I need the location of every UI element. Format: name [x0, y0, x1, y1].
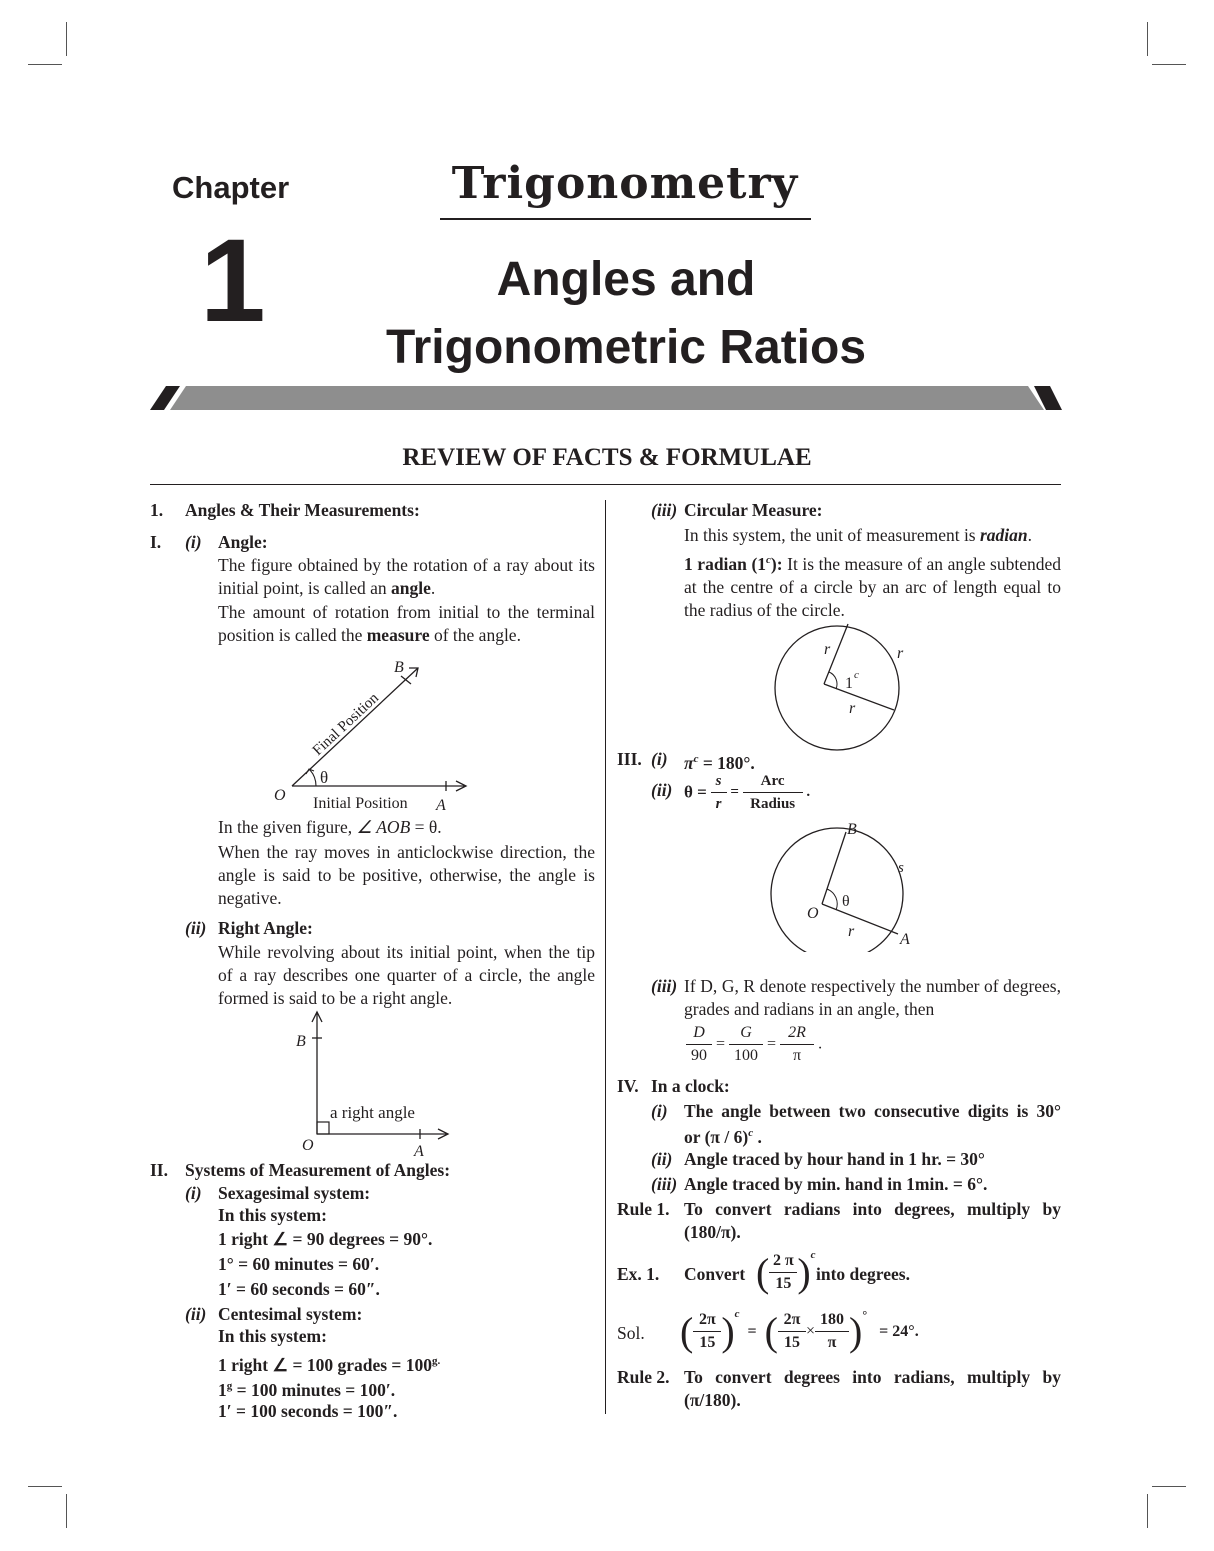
example-text: Convert [684, 1264, 746, 1284]
chapter-title-line2: Trigonometric Ratios [385, 321, 867, 374]
fig3-arc-label: r [897, 645, 904, 662]
fig1-final-position: Final Position [309, 690, 383, 759]
example-fraction: ( $\frac{2 \pi}{15}$ )$^c$ [756, 1249, 816, 1295]
chapter-title [300, 246, 952, 382]
clock-digits-text-2: or (π / 6)$^c$ . [684, 1126, 762, 1147]
direction-text: When the ray moves in anticlockwise direction, the angle is said to be positive, otherwise, the angle is negative. [218, 842, 595, 908]
crop-mark [28, 64, 62, 65]
fig4-label-a: A [900, 931, 910, 948]
angle-figure [268, 652, 483, 818]
subject-underline [440, 218, 811, 220]
item-title: Angle: [218, 532, 268, 552]
clock-digits-text: The angle between two consecutive digits is 30° [684, 1101, 1061, 1121]
column-divider [605, 500, 606, 1414]
item-number: (i) [185, 532, 202, 552]
chapter-title-line1: Angles and [496, 253, 756, 306]
fig1-label-b: B [394, 659, 404, 676]
item-number: (ii) [651, 780, 673, 800]
item-number: (iii) [651, 1174, 678, 1194]
fig2-label-o: O [302, 1137, 314, 1154]
right-angle-definition: While revolving about its initial point, when the tip of a ray describes one quarter of a circle, the angle formed is said to be a right angle. [218, 942, 595, 1008]
item-number: (i) [185, 1183, 202, 1203]
rule-text-2: (π/180). [684, 1390, 741, 1410]
item-title: Circular Measure: [684, 500, 823, 520]
item-number: (iii) [651, 500, 678, 520]
fig1-initial-position: Initial Position [313, 795, 408, 812]
example-label: Ex. 1. [617, 1264, 660, 1284]
text-line: In this system: [218, 1205, 327, 1225]
item-title: Right Angle: [218, 918, 313, 938]
roman-number: IV. [617, 1076, 639, 1096]
item-title: Sexagesimal system: [218, 1183, 371, 1203]
radian-circle-figure [766, 618, 916, 768]
subject-title: Trigonometry [451, 158, 799, 209]
item-title: Centesimal system: [218, 1304, 363, 1324]
section-title: In a clock: [651, 1076, 730, 1096]
fig1-theta: θ [320, 768, 329, 787]
text-line: 1 right ∠ = 90 degrees = 90°. [218, 1229, 433, 1249]
roman-number: III. [617, 749, 642, 769]
fig3-radius-label: r [849, 700, 856, 717]
fig4-theta: θ [842, 893, 850, 910]
item-number: (ii) [185, 1304, 207, 1324]
rule-label: Rule 1. [617, 1199, 670, 1219]
angle-definition: The figure obtained by the rotation of a ray about its initial point, is called an angle. [218, 555, 595, 598]
text-line: 1 right ∠ = 100 grades = $100^{g.}$ [218, 1354, 441, 1375]
dgr-text: If D, G, R denote respectively the number of degrees, grades and radians in an angle, then [684, 976, 1061, 1019]
fig2-label-a: A [414, 1143, 424, 1160]
roman-number: I. [150, 532, 162, 552]
item-number: (ii) [651, 1149, 673, 1169]
fig3-angle-sup: c [854, 669, 859, 681]
fig2-label-b: B [296, 1033, 306, 1050]
crop-mark [1152, 1486, 1186, 1487]
section-title: Angles & Their Measurements: [185, 500, 420, 520]
review-rule [150, 484, 1061, 485]
fig2-right-angle-label: a right angle [330, 1103, 415, 1122]
crop-mark [66, 1494, 67, 1528]
item-number: (i) [651, 1101, 668, 1121]
text-line: 1° = 60 minutes = 60′. [218, 1254, 380, 1274]
fig4-radius-label: r [848, 923, 855, 940]
crop-mark [66, 22, 67, 56]
section-number: 1. [150, 500, 164, 520]
measure-definition: The amount of rotation from initial to the terminal position is called the measure of the angle. [218, 602, 595, 645]
rule-text-2: (180/π). [684, 1222, 741, 1242]
header-banner [150, 384, 1064, 412]
minute-hand-text: Angle traced by min. hand in 1min. = 6°. [684, 1174, 988, 1194]
item-number: (iii) [651, 976, 678, 996]
section-title: Systems of Measurement of Angles: [185, 1160, 451, 1180]
right-angle-figure [290, 1008, 460, 1162]
theta-formula: θ = $\frac{s}{r}$ = $\frac{\text{Arc}}{\text{Radius}}$ . [684, 770, 810, 815]
rule-text: To convert radians into degrees, multiply by [684, 1199, 1061, 1219]
fig1-label-o: O [274, 787, 286, 804]
radian-definition: 1 radian (1$^c$): It is the measure of an angle subtended at the centre of a circle by an arc of length equal to the radius of the circle. [684, 553, 1061, 620]
roman-number: II. [150, 1160, 168, 1180]
text-line: $1^g = 100$ minutes = 100′. [218, 1379, 396, 1400]
crop-mark [1147, 22, 1148, 56]
given-figure-text: In the given figure, ∠ AOB = θ. [218, 817, 442, 837]
crop-mark [28, 1486, 62, 1487]
fig4-label-o: O [807, 905, 819, 922]
rule-label: Rule 2. [617, 1367, 670, 1387]
rule-text: To convert degrees into radians, multiply by [684, 1367, 1061, 1387]
crop-mark [1152, 64, 1186, 65]
solution-equation: ( $\frac{2\pi}{15}$ )$^c$ = ( $\frac{2\pi}{15}$ × $\frac{180}{\pi}$ )° = 24°. [680, 1308, 919, 1354]
text-line: 1′ = 60 seconds = 60″. [218, 1279, 380, 1299]
chapter-label: Chapter [172, 170, 290, 205]
fig4-label-b: B [847, 821, 857, 838]
item-number: (ii) [185, 918, 207, 938]
crop-mark [1147, 1494, 1148, 1528]
arc-circle-figure [760, 818, 920, 952]
pi-radian-equation: $\pi^c = 180^\circ$. [684, 752, 755, 773]
solution-label: Sol. [617, 1323, 645, 1343]
fig3-radius-label: r [824, 641, 831, 658]
item-number: (i) [651, 749, 668, 769]
hour-hand-text: Angle traced by hour hand in 1 hr. = 30° [684, 1149, 985, 1169]
fig3-angle-label: 1 [845, 675, 853, 692]
text-line: In this system: [218, 1326, 327, 1346]
review-heading: REVIEW OF FACTS & FORMULAE [402, 444, 812, 471]
fig4-arc-label: s [898, 860, 904, 876]
radian-unit-text: In this system, the unit of measurement is radian. [684, 525, 1033, 545]
dgr-formula: $\frac{D}{90}$ = $\frac{G}{100}$ = $\frac{2R}{\pi}$ . [686, 1022, 822, 1067]
chapter-number: 1 [200, 215, 266, 347]
text-line: 1′ = 100 seconds = 100″. [218, 1401, 398, 1421]
fig1-label-a: A [436, 797, 446, 814]
example-text-2: into degrees. [816, 1264, 910, 1284]
